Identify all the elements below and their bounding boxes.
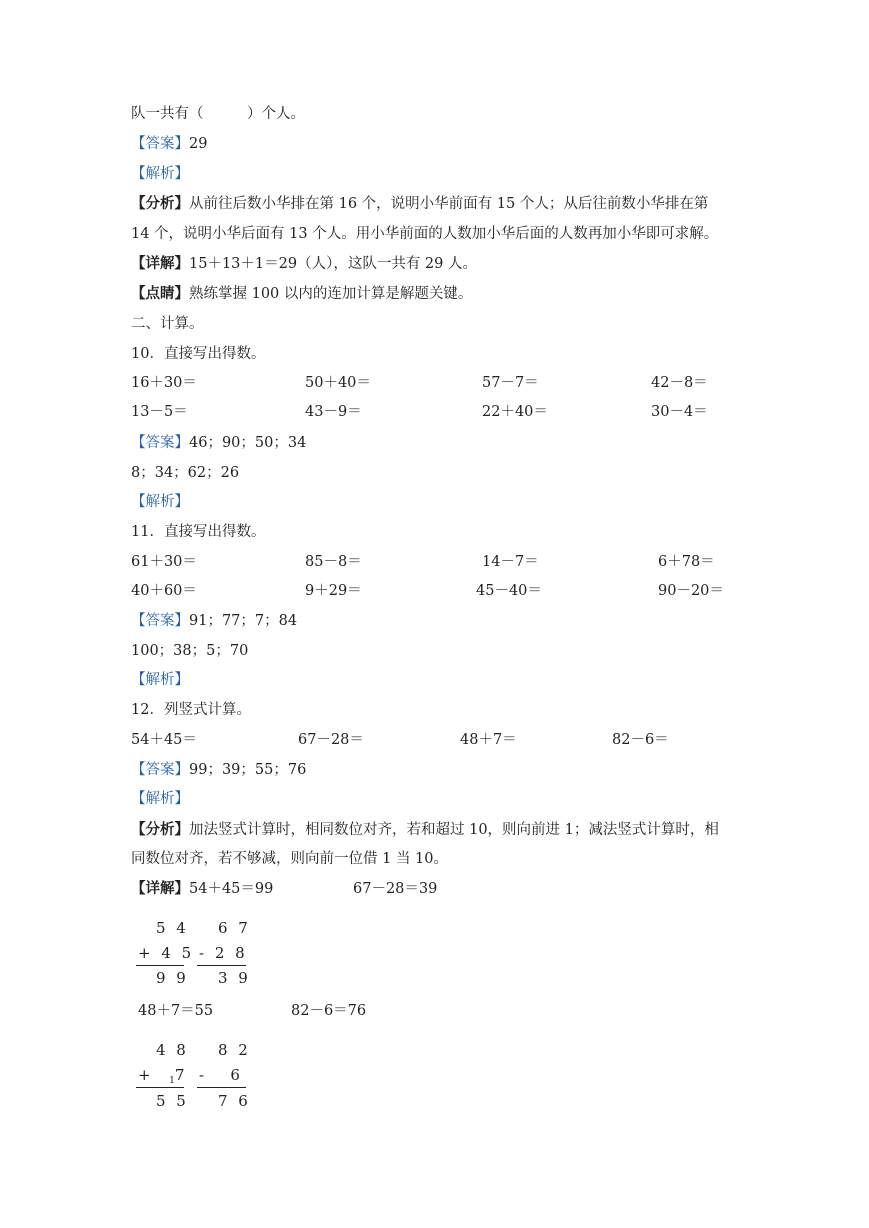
q10-item: 22＋40＝	[482, 404, 548, 420]
q11-item: 85－8＝	[305, 554, 362, 570]
vertical-result: 5 5	[156, 1092, 189, 1110]
detail-12-second: 67－28＝39	[353, 881, 438, 897]
answer-tag: 【答案】	[131, 136, 189, 152]
analysis-tag-11: 【解析】	[131, 672, 189, 688]
analysis-12-b: 同数位对齐，若不够减，则向前一位借 1 当 10。	[131, 851, 449, 867]
answer-value: 91；77；7；84	[189, 613, 298, 629]
q10-item: 42－8＝	[651, 375, 708, 391]
q12-item: 82－6＝	[612, 732, 669, 748]
equation-82-6: 82－6＝76	[291, 1003, 367, 1019]
vertical-rule	[136, 965, 184, 966]
question-11: 11．直接写出得数。	[131, 524, 266, 540]
mid-digit: 7	[174, 1066, 188, 1084]
answer-value: 29	[189, 136, 208, 152]
vertical-mid: - 6	[199, 1066, 243, 1084]
vertical-result: 7 6	[218, 1092, 251, 1110]
question-9-continuation: 队一共有（ ）个人。	[131, 106, 305, 122]
analysis-tag-9: 【解析】	[131, 166, 189, 182]
vertical-mid	[138, 1065, 187, 1088]
carry-digit: 1	[169, 1076, 175, 1086]
section-heading: 二、计算。	[131, 316, 204, 332]
q10-item: 50＋40＝	[305, 375, 371, 391]
q11-item: 14－7＝	[482, 554, 539, 570]
question-10: 10．直接写出得数。	[131, 346, 266, 362]
q12-item: 54＋45＝	[131, 732, 197, 748]
answer-10-b: 8；34；62；26	[131, 465, 240, 481]
dianjing-text: 熟练掌握 100 以内的连加计算是解题关键。	[189, 286, 473, 302]
answer-value: 46；90；50；34	[189, 435, 307, 451]
answer-12	[131, 760, 306, 780]
vertical-top: 6 7	[218, 919, 251, 937]
q12-item: 67－28＝	[298, 732, 364, 748]
vertical-rule	[136, 1087, 184, 1088]
xiangjie-tag: 【详解】	[131, 255, 189, 272]
answer-tag: 【答案】	[131, 435, 189, 451]
answer-tag: 【答案】	[131, 613, 189, 629]
vertical-top: 8 2	[218, 1041, 251, 1059]
vertical-top: 4 8	[156, 1041, 189, 1059]
analysis-tag-12: 【解析】	[131, 791, 189, 807]
tip-9	[131, 284, 472, 304]
vertical-result: 9 9	[156, 969, 189, 987]
analysis-tag-10: 【解析】	[131, 494, 189, 510]
q10-item: 30－4＝	[651, 404, 708, 420]
fenxi-text: 从前往后数小华排在第 16 个，说明小华前面有 15 个人；从后往前数小华排在第	[189, 196, 709, 212]
q11-item: 40＋60＝	[131, 583, 197, 599]
vertical-result: 3 9	[218, 969, 251, 987]
q10-item: 57－7＝	[482, 375, 539, 391]
q11-item: 61＋30＝	[131, 554, 197, 570]
vertical-top: 5 4	[156, 919, 189, 937]
q11-item: 9＋29＝	[305, 583, 362, 599]
answer-11-a	[131, 611, 297, 631]
answer-value: 99；39；55；76	[189, 762, 307, 778]
vertical-rule	[197, 965, 246, 966]
plus-sign: +	[138, 1066, 154, 1084]
equation-48-7: 48＋7＝55	[138, 1003, 214, 1019]
q10-item: 16＋30＝	[131, 375, 197, 391]
detail-9	[131, 254, 477, 274]
detail-12	[131, 879, 273, 899]
question-12: 12．列竖式计算。	[131, 702, 251, 718]
xiangjie-tag: 【详解】	[131, 880, 189, 897]
vertical-mid: + 4 5	[138, 944, 195, 962]
q10-item: 43－9＝	[305, 404, 362, 420]
answer-tag: 【答案】	[131, 762, 189, 778]
analysis-12-a	[131, 820, 719, 840]
vertical-mid: - 2 8	[199, 944, 248, 962]
vertical-rule	[197, 1087, 246, 1088]
dianjing-tag: 【点睛】	[131, 285, 189, 302]
analysis-9-b: 14 个，说明小华后面有 13 个人。用小华前面的人数加小华后面的人数再加小华即可求解。	[131, 226, 719, 242]
q11-item: 6＋78＝	[658, 554, 715, 570]
answer-10-a	[131, 433, 306, 453]
fenxi-text: 加法竖式计算时，相同数位对齐，若和超过 10，则向前进 1；减法竖式计算时，相	[189, 822, 719, 838]
xiangjie-text: 15＋13＋1＝29（人），这队一共有 29 人。	[189, 256, 477, 272]
q11-item: 45－40＝	[476, 583, 542, 599]
q11-item: 90－20＝	[658, 583, 724, 599]
fenxi-tag: 【分析】	[131, 195, 189, 212]
analysis-9-a	[131, 194, 708, 214]
answer-9	[131, 134, 207, 154]
xiangjie-text: 54＋45＝99	[189, 881, 274, 897]
answer-11-b: 100；38；5；70	[131, 643, 249, 659]
q10-item: 13－5＝	[131, 404, 188, 420]
q12-item: 48＋7＝	[460, 732, 517, 748]
fenxi-tag: 【分析】	[131, 821, 189, 838]
